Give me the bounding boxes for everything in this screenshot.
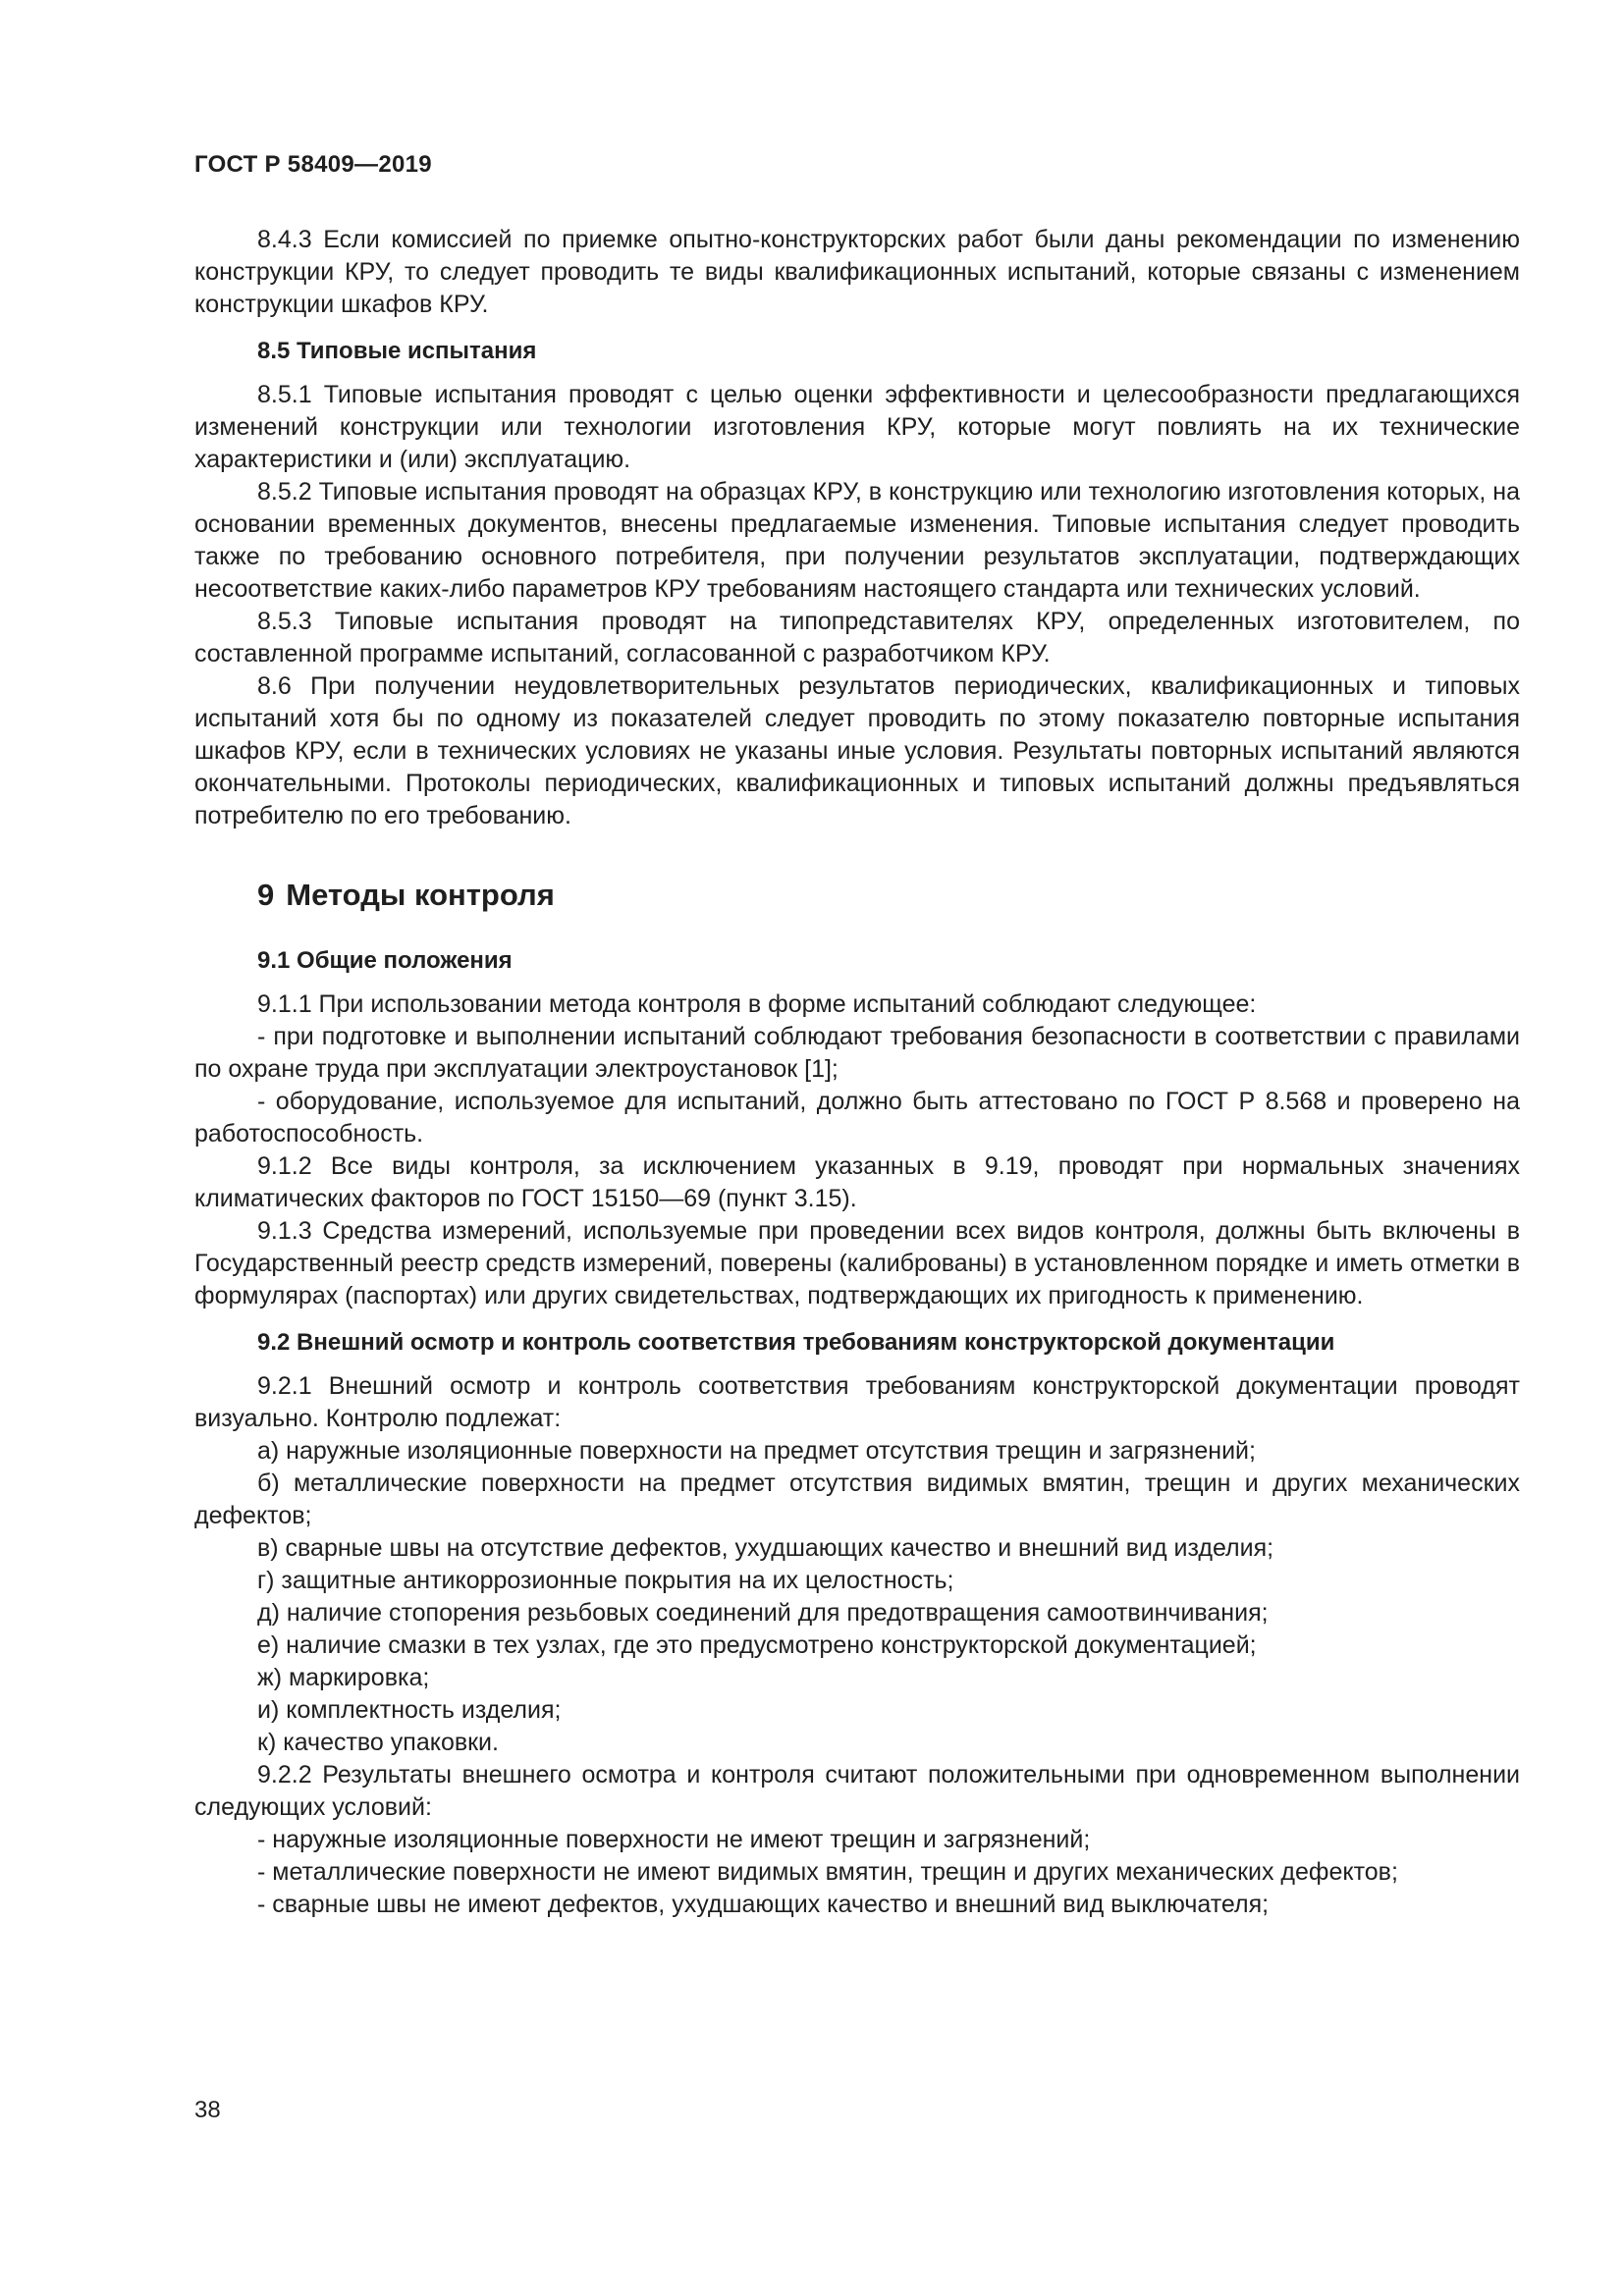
list-item: - наружные изоляционные поверхности не имеют трещин и загрязнений;: [257, 1826, 1091, 1853]
paragraph-8-5-3: 8.5.3 Типовые испытания проводят на типопредставителях КРУ, определенных изготовителем, по составленной программе испытаний, согласованной с разработчиком КРУ.: [194, 608, 1520, 667]
document-body: [194, 224, 1520, 1921]
section-heading-9: [194, 876, 1520, 915]
paragraph-8-5-1: 8.5.1 Типовые испытания проводят с целью оценки эффективности и целесообразности предлагающихся изменений конструкции или технологии изготовления КРУ, которые могут повлиять на их технические характеристики и (или) эксплуатацию.: [194, 381, 1520, 473]
paragraph-9-2-1: 9.2.1 Внешний осмотр и контроль соответствия требованиям конструкторской документации проводят визуально. Контролю подлежат:: [194, 1372, 1520, 1432]
paragraph-9-1-2: 9.1.2 Все виды контроля, за исключением указанных в 9.19, проводят при нормальных значениях климатических факторов по ГОСТ 15150—69 (пункт 3.15).: [194, 1152, 1520, 1212]
list-item: д) наличие стопорения резьбовых соединений для предотвращения самоотвинчивания;: [257, 1599, 1269, 1627]
paragraph-8-5-2: 8.5.2 Типовые испытания проводят на образцах КРУ, в конструкцию или технологию изготовления которых, на основании временных документов, внесены предлагаемые изменения. Типовые испытания следует проводить также по требованию основного потребителя, при получении результатов эксплуатации, подтверждающих несоответствие каких-либо параметров КРУ требованиям настоящего стандарта или технических условий.: [194, 478, 1520, 603]
section-number: 9: [257, 878, 275, 912]
paragraph-9-1-3: 9.1.3 Средства измерений, используемые при проведении всех видов контроля, должны быть включены в Государственный реестр средств измерений, поверены (калиброваны) в установленном порядке и иметь отметки в формулярах (паспортах) или других свидетельствах, подтверждающих их пригодность к применению.: [194, 1217, 1520, 1309]
list-item-9-1-1-b: - оборудование, используемое для испытаний, должно быть аттестовано по ГОСТ Р 8.568 и проверено на работоспособность.: [194, 1088, 1520, 1148]
paragraph-9-2-2: 9.2.2 Результаты внешнего осмотра и контроля считают положительными при одновременном выполнении следующих условий:: [194, 1761, 1520, 1821]
list-item: а) наружные изоляционные поверхности на предмет отсутствия трещин и загрязнений;: [257, 1437, 1256, 1465]
list-item: г) защитные антикоррозионные покрытия на их целостность;: [257, 1567, 954, 1594]
page-number: 38: [194, 2097, 221, 2123]
list-item-9-1-1-a: - при подготовке и выполнении испытаний соблюдают требования безопасности в соответствии с правилами по охране труда при эксплуатации электроустановок [1];: [194, 1023, 1520, 1083]
document-code-header: ГОСТ Р 58409—2019: [194, 151, 432, 178]
list-item: е) наличие смазки в тех узлах, где это предусмотрено конструкторской документацией;: [257, 1631, 1257, 1659]
paragraph-8-4-3: 8.4.3 Если комиссией по приемке опытно-конструкторских работ были даны рекомендации по изменению конструкции КРУ, то следует проводить те виды квалификационных испытаний, которые связаны с изменением конструкции шкафов КРУ.: [194, 226, 1520, 318]
paragraph-8-6: 8.6 При получении неудовлетворительных результатов периодических, квалификационных и типовых испытаний хотя бы по одному из показателей следует проводить по этому показателю повторные испытания шкафов КРУ, если в технических условиях не указаны иные условия. Результаты повторных испытаний являются окончательными. Протоколы периодических, квалификационных и типовых испытаний должны предъявляться потребителю по его требованию.: [194, 672, 1520, 829]
list-item: - сварные швы не имеют дефектов, ухудшающих качество и внешний вид выключателя;: [257, 1891, 1270, 1918]
list-item: - металлические поверхности не имеют видимых вмятин, трещин и других механических дефектов;: [257, 1858, 1398, 1886]
subsection-heading-9-2: 9.2 Внешний осмотр и контроль соответствия требованиям конструкторской документации: [257, 1329, 1335, 1356]
list-item: ж) маркировка;: [257, 1664, 430, 1691]
list-item: в) сварные швы на отсутствие дефектов, ухудшающих качество и внешний вид изделия;: [257, 1534, 1274, 1562]
paragraph-9-1-1: 9.1.1 При использовании метода контроля в форме испытаний соблюдают следующее:: [257, 990, 1257, 1018]
section-title: Методы контроля: [286, 878, 555, 912]
subsection-heading-9-1: 9.1 Общие положения: [257, 947, 513, 974]
subsection-heading-8-5: 8.5 Типовые испытания: [257, 338, 537, 364]
list-item: к) качество упаковки.: [257, 1729, 499, 1756]
list-item: б) металлические поверхности на предмет отсутствия видимых вмятин, трещин и других механических дефектов;: [194, 1469, 1520, 1529]
list-item: и) комплектность изделия;: [257, 1696, 562, 1724]
